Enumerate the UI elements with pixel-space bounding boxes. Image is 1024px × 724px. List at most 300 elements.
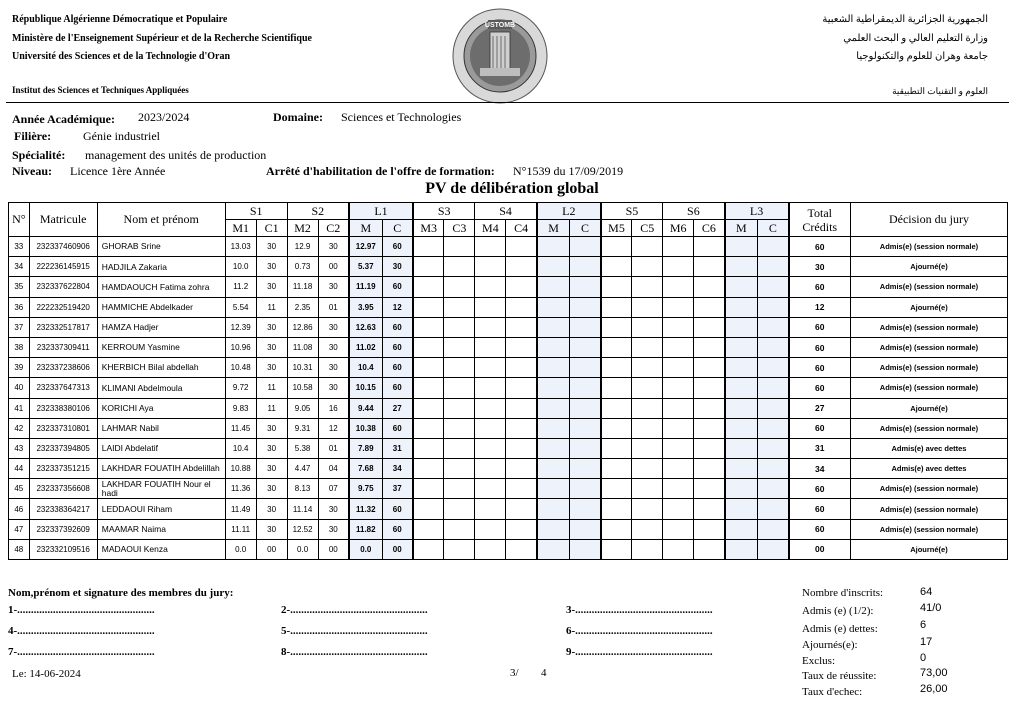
- row-l1-m: 0.0: [349, 539, 382, 559]
- row-empty-cell: [758, 378, 789, 398]
- table-body: [9, 237, 1008, 560]
- row-empty-cell: [758, 337, 789, 357]
- header-institute-ar: العلوم و التقنيات التطبيقية: [892, 86, 988, 96]
- row-total-credits: 60: [789, 337, 851, 357]
- row-empty-cell: [758, 519, 789, 539]
- row-decision: Admis(e) (session normale): [850, 317, 1007, 337]
- col-group-s6: S6: [663, 203, 725, 220]
- row-matricule: 232332109516: [29, 539, 97, 559]
- row-empty-cell: [537, 277, 570, 297]
- row-empty-cell: [725, 358, 758, 378]
- row-decision: Admis(e) (session normale): [850, 237, 1007, 257]
- row-empty-cell: [537, 237, 570, 257]
- row-empty-cell: [632, 418, 663, 438]
- row-empty-cell: [758, 459, 789, 479]
- row-empty-cell: [694, 277, 725, 297]
- row-empty-cell: [601, 438, 632, 458]
- page-total: 4: [541, 667, 547, 679]
- page-number: 3/: [510, 667, 519, 679]
- row-empty-cell: [725, 438, 758, 458]
- row-empty-cell: [601, 539, 632, 559]
- row-empty-cell: [570, 378, 601, 398]
- jury-signature-5: 5-..................................................: [281, 625, 428, 637]
- row-empty-cell: [475, 499, 506, 519]
- row-empty-cell: [725, 459, 758, 479]
- row-empty-cell: [632, 317, 663, 337]
- col-m3: M3: [413, 220, 444, 237]
- table-row: [9, 358, 1008, 378]
- row-empty-cell: [601, 317, 632, 337]
- row-empty-cell: [413, 398, 444, 418]
- row-c1: 30: [256, 479, 287, 499]
- header-divider: [6, 102, 1009, 103]
- row-m1: 11.45: [225, 418, 256, 438]
- row-empty-cell: [570, 499, 601, 519]
- row-empty-cell: [725, 378, 758, 398]
- row-decision: Admis(e) (session normale): [850, 418, 1007, 438]
- row-empty-cell: [694, 317, 725, 337]
- row-empty-cell: [725, 297, 758, 317]
- col-num: N°: [9, 203, 30, 237]
- jury-signature-2: 2-..................................................: [281, 604, 428, 616]
- row-number: 43: [9, 438, 30, 458]
- table-row: [9, 337, 1008, 357]
- row-empty-cell: [537, 519, 570, 539]
- row-empty-cell: [601, 459, 632, 479]
- annee-label: Année Académique:: [12, 112, 115, 126]
- row-empty-cell: [444, 277, 475, 297]
- row-m1: 9.72: [225, 378, 256, 398]
- row-number: 36: [9, 297, 30, 317]
- row-matricule: 232337460906: [29, 237, 97, 257]
- row-name: MAAMAR Naima: [97, 519, 225, 539]
- table-row: [9, 459, 1008, 479]
- header-institute: Institut des Sciences et Techniques Appliquées: [12, 85, 189, 95]
- row-c1: 30: [256, 337, 287, 357]
- row-name: KERROUM Yasmine: [97, 337, 225, 357]
- row-number: 44: [9, 459, 30, 479]
- row-l1-m: 10.15: [349, 378, 382, 398]
- row-empty-cell: [632, 358, 663, 378]
- row-empty-cell: [725, 237, 758, 257]
- row-name: LAHMAR Nabil: [97, 418, 225, 438]
- row-number: 42: [9, 418, 30, 438]
- niveau-value: Licence 1ère Année: [70, 164, 166, 178]
- row-total-credits: 60: [789, 499, 851, 519]
- row-empty-cell: [725, 499, 758, 519]
- row-empty-cell: [506, 257, 537, 277]
- row-decision: Admis(e) (session normale): [850, 499, 1007, 519]
- row-name: HADJILA Zakaria: [97, 257, 225, 277]
- row-total-credits: 60: [789, 317, 851, 337]
- stat-inscrits-label: Nombre d'inscrits:: [802, 587, 884, 599]
- row-empty-cell: [663, 539, 694, 559]
- row-matricule: 222232519420: [29, 297, 97, 317]
- row-empty-cell: [725, 337, 758, 357]
- row-empty-cell: [632, 297, 663, 317]
- table-row: [9, 257, 1008, 277]
- row-c1: 30: [256, 459, 287, 479]
- row-decision: Ajourné(e): [850, 257, 1007, 277]
- filiere-label: Filière:: [14, 129, 52, 143]
- row-empty-cell: [506, 317, 537, 337]
- row-l1-c: 60: [382, 237, 413, 257]
- row-empty-cell: [506, 378, 537, 398]
- row-l1-c: 30: [382, 257, 413, 277]
- row-m2: 10.58: [287, 378, 318, 398]
- row-empty-cell: [694, 398, 725, 418]
- row-m1: 11.2: [225, 277, 256, 297]
- specialite-label: Spécialité:: [12, 148, 66, 162]
- row-empty-cell: [570, 257, 601, 277]
- row-empty-cell: [694, 499, 725, 519]
- row-empty-cell: [758, 418, 789, 438]
- row-m1: 9.83: [225, 398, 256, 418]
- row-l1-m: 11.19: [349, 277, 382, 297]
- row-empty-cell: [663, 337, 694, 357]
- page-title: PV de délibération global: [425, 180, 599, 197]
- row-decision: Admis(e) avec dettes: [850, 459, 1007, 479]
- row-empty-cell: [506, 459, 537, 479]
- row-empty-cell: [537, 378, 570, 398]
- annee-value: 2023/2024: [138, 110, 190, 124]
- row-c1: 30: [256, 519, 287, 539]
- row-empty-cell: [413, 499, 444, 519]
- row-empty-cell: [694, 257, 725, 277]
- row-empty-cell: [413, 438, 444, 458]
- row-empty-cell: [758, 257, 789, 277]
- row-m1: 10.88: [225, 459, 256, 479]
- row-empty-cell: [475, 418, 506, 438]
- row-l1-m: 12.97: [349, 237, 382, 257]
- row-empty-cell: [632, 277, 663, 297]
- table-row: [9, 479, 1008, 499]
- row-empty-cell: [694, 297, 725, 317]
- row-empty-cell: [663, 418, 694, 438]
- row-empty-cell: [475, 337, 506, 357]
- row-empty-cell: [413, 459, 444, 479]
- row-empty-cell: [570, 358, 601, 378]
- col-l1-m: M: [349, 220, 382, 237]
- row-number: 48: [9, 539, 30, 559]
- row-decision: Admis(e) (session normale): [850, 519, 1007, 539]
- row-empty-cell: [632, 337, 663, 357]
- logo-text: USTOMB: [484, 22, 516, 29]
- row-empty-cell: [444, 519, 475, 539]
- row-total-credits: 60: [789, 519, 851, 539]
- row-empty-cell: [444, 479, 475, 499]
- row-empty-cell: [758, 317, 789, 337]
- row-empty-cell: [601, 297, 632, 317]
- col-decision: Décision du jury: [850, 203, 1007, 237]
- row-empty-cell: [632, 519, 663, 539]
- stat-reussite-value: 73,00: [920, 667, 948, 679]
- row-m2: 12.9: [287, 237, 318, 257]
- row-c2: 04: [318, 459, 349, 479]
- row-matricule: 232337622804: [29, 277, 97, 297]
- row-total-credits: 00: [789, 539, 851, 559]
- col-c2: C2: [318, 220, 349, 237]
- row-c1: 11: [256, 378, 287, 398]
- row-total-credits: 12: [789, 297, 851, 317]
- row-empty-cell: [694, 539, 725, 559]
- row-empty-cell: [475, 459, 506, 479]
- table-row: [9, 297, 1008, 317]
- row-empty-cell: [506, 479, 537, 499]
- row-c2: 16: [318, 398, 349, 418]
- row-empty-cell: [632, 438, 663, 458]
- row-l1-m: 11.32: [349, 499, 382, 519]
- row-empty-cell: [413, 418, 444, 438]
- col-c4: C4: [506, 220, 537, 237]
- row-number: 34: [9, 257, 30, 277]
- row-empty-cell: [413, 539, 444, 559]
- row-l1-m: 9.44: [349, 398, 382, 418]
- table-row: [9, 438, 1008, 458]
- row-c2: 30: [318, 277, 349, 297]
- row-number: 40: [9, 378, 30, 398]
- row-name: GHORAB Srine: [97, 237, 225, 257]
- row-l1-m: 12.63: [349, 317, 382, 337]
- row-empty-cell: [475, 358, 506, 378]
- row-total-credits: 60: [789, 358, 851, 378]
- row-empty-cell: [758, 277, 789, 297]
- row-c2: 07: [318, 479, 349, 499]
- row-empty-cell: [444, 398, 475, 418]
- row-name: MADAOUI Kenza: [97, 539, 225, 559]
- row-empty-cell: [632, 378, 663, 398]
- row-empty-cell: [537, 337, 570, 357]
- row-empty-cell: [632, 398, 663, 418]
- row-c1: 00: [256, 539, 287, 559]
- row-empty-cell: [506, 539, 537, 559]
- row-empty-cell: [601, 237, 632, 257]
- row-l1-m: 10.38: [349, 418, 382, 438]
- row-matricule: 232337356608: [29, 479, 97, 499]
- row-empty-cell: [413, 479, 444, 499]
- header-ministry-ar: وزارة التعليم العالي و البحث العلمي: [843, 33, 988, 44]
- row-m1: 10.96: [225, 337, 256, 357]
- row-empty-cell: [413, 378, 444, 398]
- row-empty-cell: [570, 317, 601, 337]
- row-m2: 11.08: [287, 337, 318, 357]
- row-empty-cell: [601, 499, 632, 519]
- row-empty-cell: [475, 317, 506, 337]
- row-l1-c: 60: [382, 317, 413, 337]
- col-total: Total Crédits: [789, 203, 851, 237]
- row-empty-cell: [444, 418, 475, 438]
- col-l3-c: C: [758, 220, 789, 237]
- row-empty-cell: [663, 277, 694, 297]
- row-c2: 30: [318, 337, 349, 357]
- table-row: [9, 499, 1008, 519]
- col-group-s5: S5: [601, 203, 663, 220]
- row-c2: 30: [318, 237, 349, 257]
- table-row: [9, 378, 1008, 398]
- arrete-label: Arrêté d'habilitation de l'offre de formation:: [266, 164, 495, 178]
- col-l3-m: M: [725, 220, 758, 237]
- row-empty-cell: [570, 277, 601, 297]
- row-number: 35: [9, 277, 30, 297]
- row-empty-cell: [570, 438, 601, 458]
- row-m1: 11.11: [225, 519, 256, 539]
- row-empty-cell: [663, 257, 694, 277]
- row-empty-cell: [570, 539, 601, 559]
- row-empty-cell: [506, 519, 537, 539]
- row-decision: Admis(e) (session normale): [850, 277, 1007, 297]
- row-m1: 11.36: [225, 479, 256, 499]
- row-decision: Ajourné(e): [850, 398, 1007, 418]
- row-decision: Admis(e) (session normale): [850, 337, 1007, 357]
- row-m1: 0.0: [225, 539, 256, 559]
- row-empty-cell: [663, 459, 694, 479]
- domaine-value: Sciences et Technologies: [341, 110, 462, 124]
- row-number: 39: [9, 358, 30, 378]
- row-total-credits: 60: [789, 277, 851, 297]
- row-empty-cell: [601, 519, 632, 539]
- row-empty-cell: [570, 418, 601, 438]
- row-m2: 4.47: [287, 459, 318, 479]
- row-empty-cell: [537, 297, 570, 317]
- table-row: [9, 317, 1008, 337]
- row-l1-c: 60: [382, 358, 413, 378]
- col-m1: M1: [225, 220, 256, 237]
- col-m5: M5: [601, 220, 632, 237]
- row-decision: Admis(e) (session normale): [850, 358, 1007, 378]
- row-empty-cell: [413, 297, 444, 317]
- row-empty-cell: [475, 438, 506, 458]
- row-empty-cell: [537, 317, 570, 337]
- row-m2: 0.73: [287, 257, 318, 277]
- row-empty-cell: [694, 358, 725, 378]
- row-m1: 12.39: [225, 317, 256, 337]
- row-empty-cell: [725, 539, 758, 559]
- row-empty-cell: [506, 358, 537, 378]
- row-l1-c: 60: [382, 499, 413, 519]
- row-c1: 11: [256, 398, 287, 418]
- row-empty-cell: [570, 398, 601, 418]
- row-c2: 01: [318, 297, 349, 317]
- stat-dettes-label: Admis (e) dettes:: [802, 623, 878, 635]
- specialite-value: management des unités de production: [85, 148, 267, 162]
- row-total-credits: 60: [789, 479, 851, 499]
- row-total-credits: 60: [789, 237, 851, 257]
- col-nom: Nom et prénom: [97, 203, 225, 237]
- row-empty-cell: [632, 539, 663, 559]
- row-empty-cell: [413, 358, 444, 378]
- row-total-credits: 27: [789, 398, 851, 418]
- row-empty-cell: [632, 257, 663, 277]
- row-empty-cell: [413, 337, 444, 357]
- col-group-s1: S1: [225, 203, 287, 220]
- row-total-credits: 60: [789, 378, 851, 398]
- row-m1: 10.4: [225, 438, 256, 458]
- row-m2: 9.31: [287, 418, 318, 438]
- row-m1: 13.03: [225, 237, 256, 257]
- row-empty-cell: [694, 459, 725, 479]
- row-c2: 01: [318, 438, 349, 458]
- row-c1: 30: [256, 237, 287, 257]
- row-empty-cell: [537, 418, 570, 438]
- row-empty-cell: [663, 519, 694, 539]
- row-decision: Admis(e) avec dettes: [850, 438, 1007, 458]
- row-empty-cell: [475, 378, 506, 398]
- row-empty-cell: [601, 257, 632, 277]
- row-m2: 0.0: [287, 539, 318, 559]
- stat-inscrits-value: 64: [920, 586, 933, 598]
- row-empty-cell: [758, 237, 789, 257]
- col-group-s2: S2: [287, 203, 349, 220]
- row-empty-cell: [506, 499, 537, 519]
- row-empty-cell: [694, 418, 725, 438]
- row-empty-cell: [663, 398, 694, 418]
- row-l1-c: 34: [382, 459, 413, 479]
- row-matricule: 232337238606: [29, 358, 97, 378]
- row-c2: 30: [318, 519, 349, 539]
- row-c2: 00: [318, 257, 349, 277]
- row-empty-cell: [758, 358, 789, 378]
- row-matricule: 232332517817: [29, 317, 97, 337]
- niveau-label: Niveau:: [12, 164, 52, 178]
- row-matricule: 232337392609: [29, 519, 97, 539]
- row-total-credits: 34: [789, 459, 851, 479]
- row-number: 37: [9, 317, 30, 337]
- stat-ajournes-label: Ajournés(e):: [802, 639, 858, 651]
- row-empty-cell: [570, 337, 601, 357]
- row-empty-cell: [725, 277, 758, 297]
- row-c1: 30: [256, 499, 287, 519]
- row-empty-cell: [444, 317, 475, 337]
- row-l1-m: 5.37: [349, 257, 382, 277]
- table-row: [9, 519, 1008, 539]
- row-matricule: 232338364217: [29, 499, 97, 519]
- row-m1: 10.0: [225, 257, 256, 277]
- row-empty-cell: [444, 337, 475, 357]
- row-c2: 30: [318, 317, 349, 337]
- col-group-l1: L1: [349, 203, 413, 220]
- row-empty-cell: [758, 438, 789, 458]
- row-empty-cell: [475, 277, 506, 297]
- row-empty-cell: [537, 257, 570, 277]
- row-matricule: 232337310801: [29, 418, 97, 438]
- row-empty-cell: [725, 519, 758, 539]
- row-decision: Ajourné(e): [850, 539, 1007, 559]
- row-empty-cell: [632, 237, 663, 257]
- row-c2: 00: [318, 539, 349, 559]
- row-empty-cell: [475, 519, 506, 539]
- row-empty-cell: [444, 499, 475, 519]
- row-l1-c: 60: [382, 277, 413, 297]
- row-empty-cell: [475, 398, 506, 418]
- row-l1-c: 37: [382, 479, 413, 499]
- table-row: [9, 277, 1008, 297]
- jury-signature-1: 1-..................................................: [8, 604, 155, 616]
- col-l1-c: C: [382, 220, 413, 237]
- row-matricule: 232337394805: [29, 438, 97, 458]
- row-name: KORICHI Aya: [97, 398, 225, 418]
- table-row: [9, 398, 1008, 418]
- row-empty-cell: [444, 297, 475, 317]
- university-logo: [452, 8, 548, 104]
- row-matricule: 232337309411: [29, 337, 97, 357]
- row-empty-cell: [758, 297, 789, 317]
- table-row: [9, 539, 1008, 559]
- row-l1-m: 7.89: [349, 438, 382, 458]
- row-empty-cell: [694, 337, 725, 357]
- row-empty-cell: [601, 398, 632, 418]
- row-empty-cell: [475, 479, 506, 499]
- row-decision: Admis(e) (session normale): [850, 479, 1007, 499]
